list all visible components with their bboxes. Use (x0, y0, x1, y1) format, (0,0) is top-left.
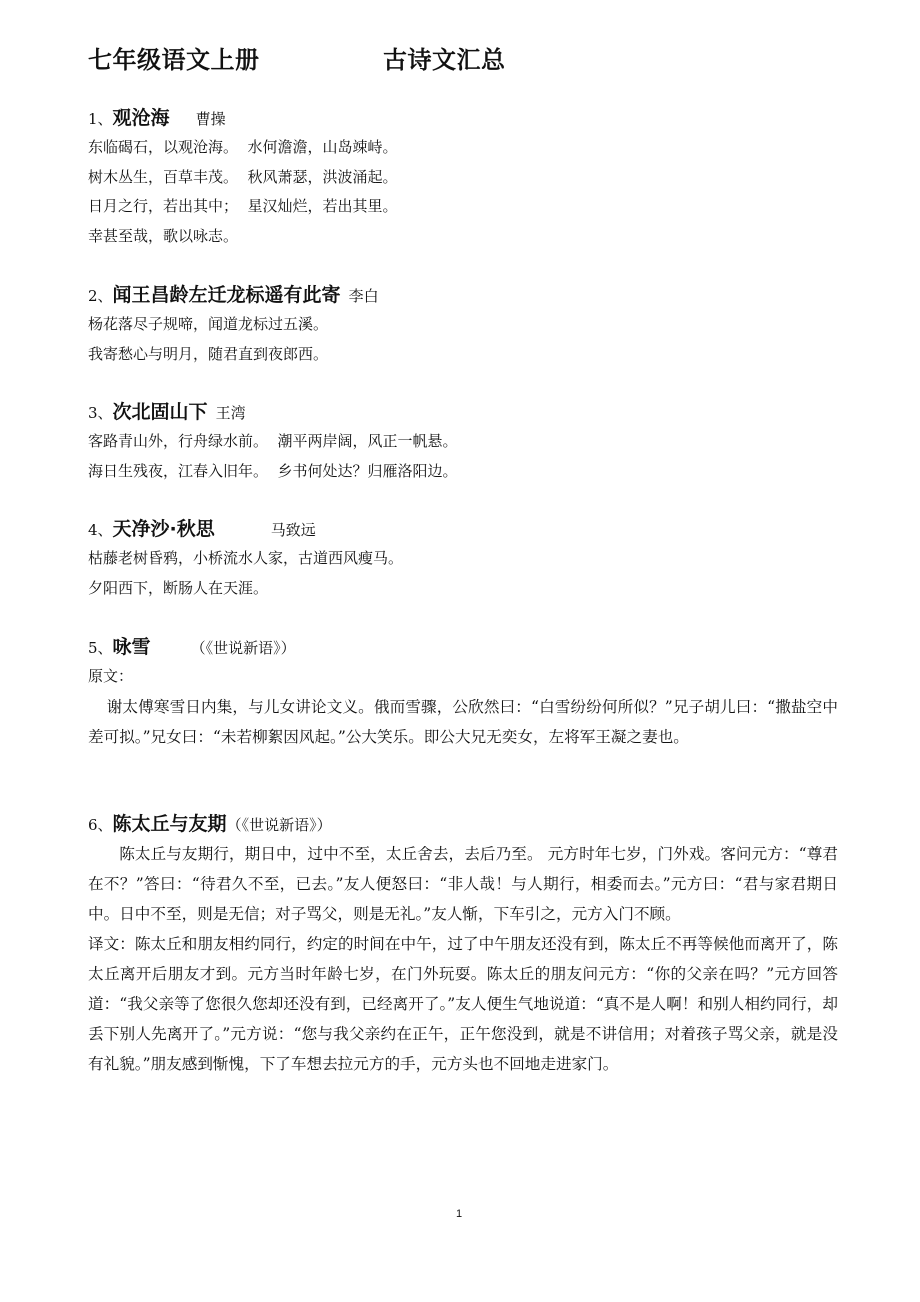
poem-number: 4、 (88, 521, 113, 539)
poem-line: 海日生残夜，江春入旧年。 乡书何处达？归雁洛阳边。 (88, 461, 458, 480)
prose-source: （《世说新语》） (226, 816, 332, 834)
poem-line: 东临碣石，以观沧海。 水何澹澹，山岛竦峙。 (88, 138, 398, 156)
page-number: 1 (456, 1208, 463, 1220)
prose-title: 陈太丘与友期 (112, 813, 227, 835)
original-text: 陈太丘与友期行，期日中，过中不至，太丘舍去，去后乃至。 元方时年七岁，门外戏。客问元方：“尊君在不？”答曰：“待君久不至，已去。”友人便怒曰：“非人哉！与人期行，相委而去。”元方曰：“君与家君期日中。日中不至，则是无信；对子骂父，则是无礼。”友人惭，下车引之，元方入门不顾。 (88, 845, 838, 923)
poem-number: 1、 (88, 110, 113, 128)
poem-number: 2、 (88, 287, 113, 305)
poem-author: 王湾 (215, 404, 246, 422)
poem-line: 客路青山外，行舟绿水前。 潮平两岸阔，风正一帆悬。 (88, 432, 458, 450)
prose-source: （《世说新语》） (190, 639, 296, 657)
poem-title: 次北固山下 (112, 401, 208, 423)
poem-section-2 (88, 280, 838, 369)
prose-number: 6、 (88, 816, 113, 834)
document-title: 七年级语文上册 (88, 46, 260, 74)
poem-author: 曹操 (195, 110, 226, 128)
translation-label: 译文： (88, 935, 135, 953)
poem-line: 夕阳西下，断肠人在天涯。 (88, 578, 269, 597)
original-label: 原文： (88, 667, 134, 685)
prose-number: 5、 (88, 639, 113, 657)
poem-section-3 (88, 397, 838, 486)
poem-number: 3、 (88, 404, 113, 422)
poem-line: 杨花落尽子规啼，闻道龙标过五溪。 (88, 315, 329, 333)
poem-heading (88, 514, 838, 544)
poem-heading (88, 280, 838, 310)
translation-text: 陈太丘和朋友相约同行，约定的时间在中午，过了中午朋友还没有到，陈太丘不再等候他而离开了，陈太丘离开后朋友才到。元方当时年龄七岁，在门外玩耍。陈太丘的朋友问元方：“你的父亲在吗？”元方回答道：“我父亲等了您很久您却还没有到，已经离开了。”友人便生气地说道：“真不是人啊！和别人相约同行，却丢下别人先离开了。”元方说：“您与我父亲约在正午，正午您没到，就是不讲信用；对着孩子骂父亲，就是没有礼貌。”朋友感到惭愧，下了车想去拉元方的手，元方头也不回地走进家门。 (88, 935, 838, 1073)
prose-heading (88, 632, 838, 662)
prose-title: 咏雪 (112, 636, 151, 658)
poem-title: 闻王昌龄左迁龙标遥有此寄 (112, 284, 341, 306)
translation-block (88, 929, 838, 1079)
document-subtitle: 古诗文汇总 (383, 46, 506, 74)
poem-author: 马致远 (270, 521, 316, 539)
document-header (88, 40, 506, 75)
poem-section-1 (88, 103, 838, 251)
original-text: 谢太傅寒雪日内集，与儿女讲论文义。俄而雪骤，公欣然曰：“白雪纷纷何所似？”兄子胡儿曰：“撒盐空中差可拟。”兄女曰：“未若柳絮因风起。”公大笑乐。即公大兄无奕女，左将军王凝之妻也。 (88, 697, 838, 746)
poem-title: 天净沙·秋思 (112, 518, 215, 540)
prose-heading (88, 809, 838, 839)
prose-section-6 (88, 809, 838, 1079)
poem-heading (88, 103, 838, 133)
poem-line: 树木丛生，百草丰茂。 秋风萧瑟，洪波涌起。 (88, 167, 398, 186)
poem-author: 李白 (348, 287, 379, 305)
poem-title: 观沧海 (112, 107, 170, 129)
poem-section-4 (88, 514, 838, 603)
prose-section-5 (88, 632, 838, 752)
poem-line: 日月之行，若出其中； 星汉灿烂，若出其里。 (88, 197, 398, 215)
poem-heading (88, 397, 838, 427)
poem-line: 枯藤老树昏鸦，小桥流水人家，古道西风瘦马。 (88, 549, 404, 567)
poem-line: 我寄愁心与明月，随君直到夜郎西。 (88, 344, 329, 363)
poem-line: 幸甚至哉，歌以咏志。 (88, 226, 239, 245)
